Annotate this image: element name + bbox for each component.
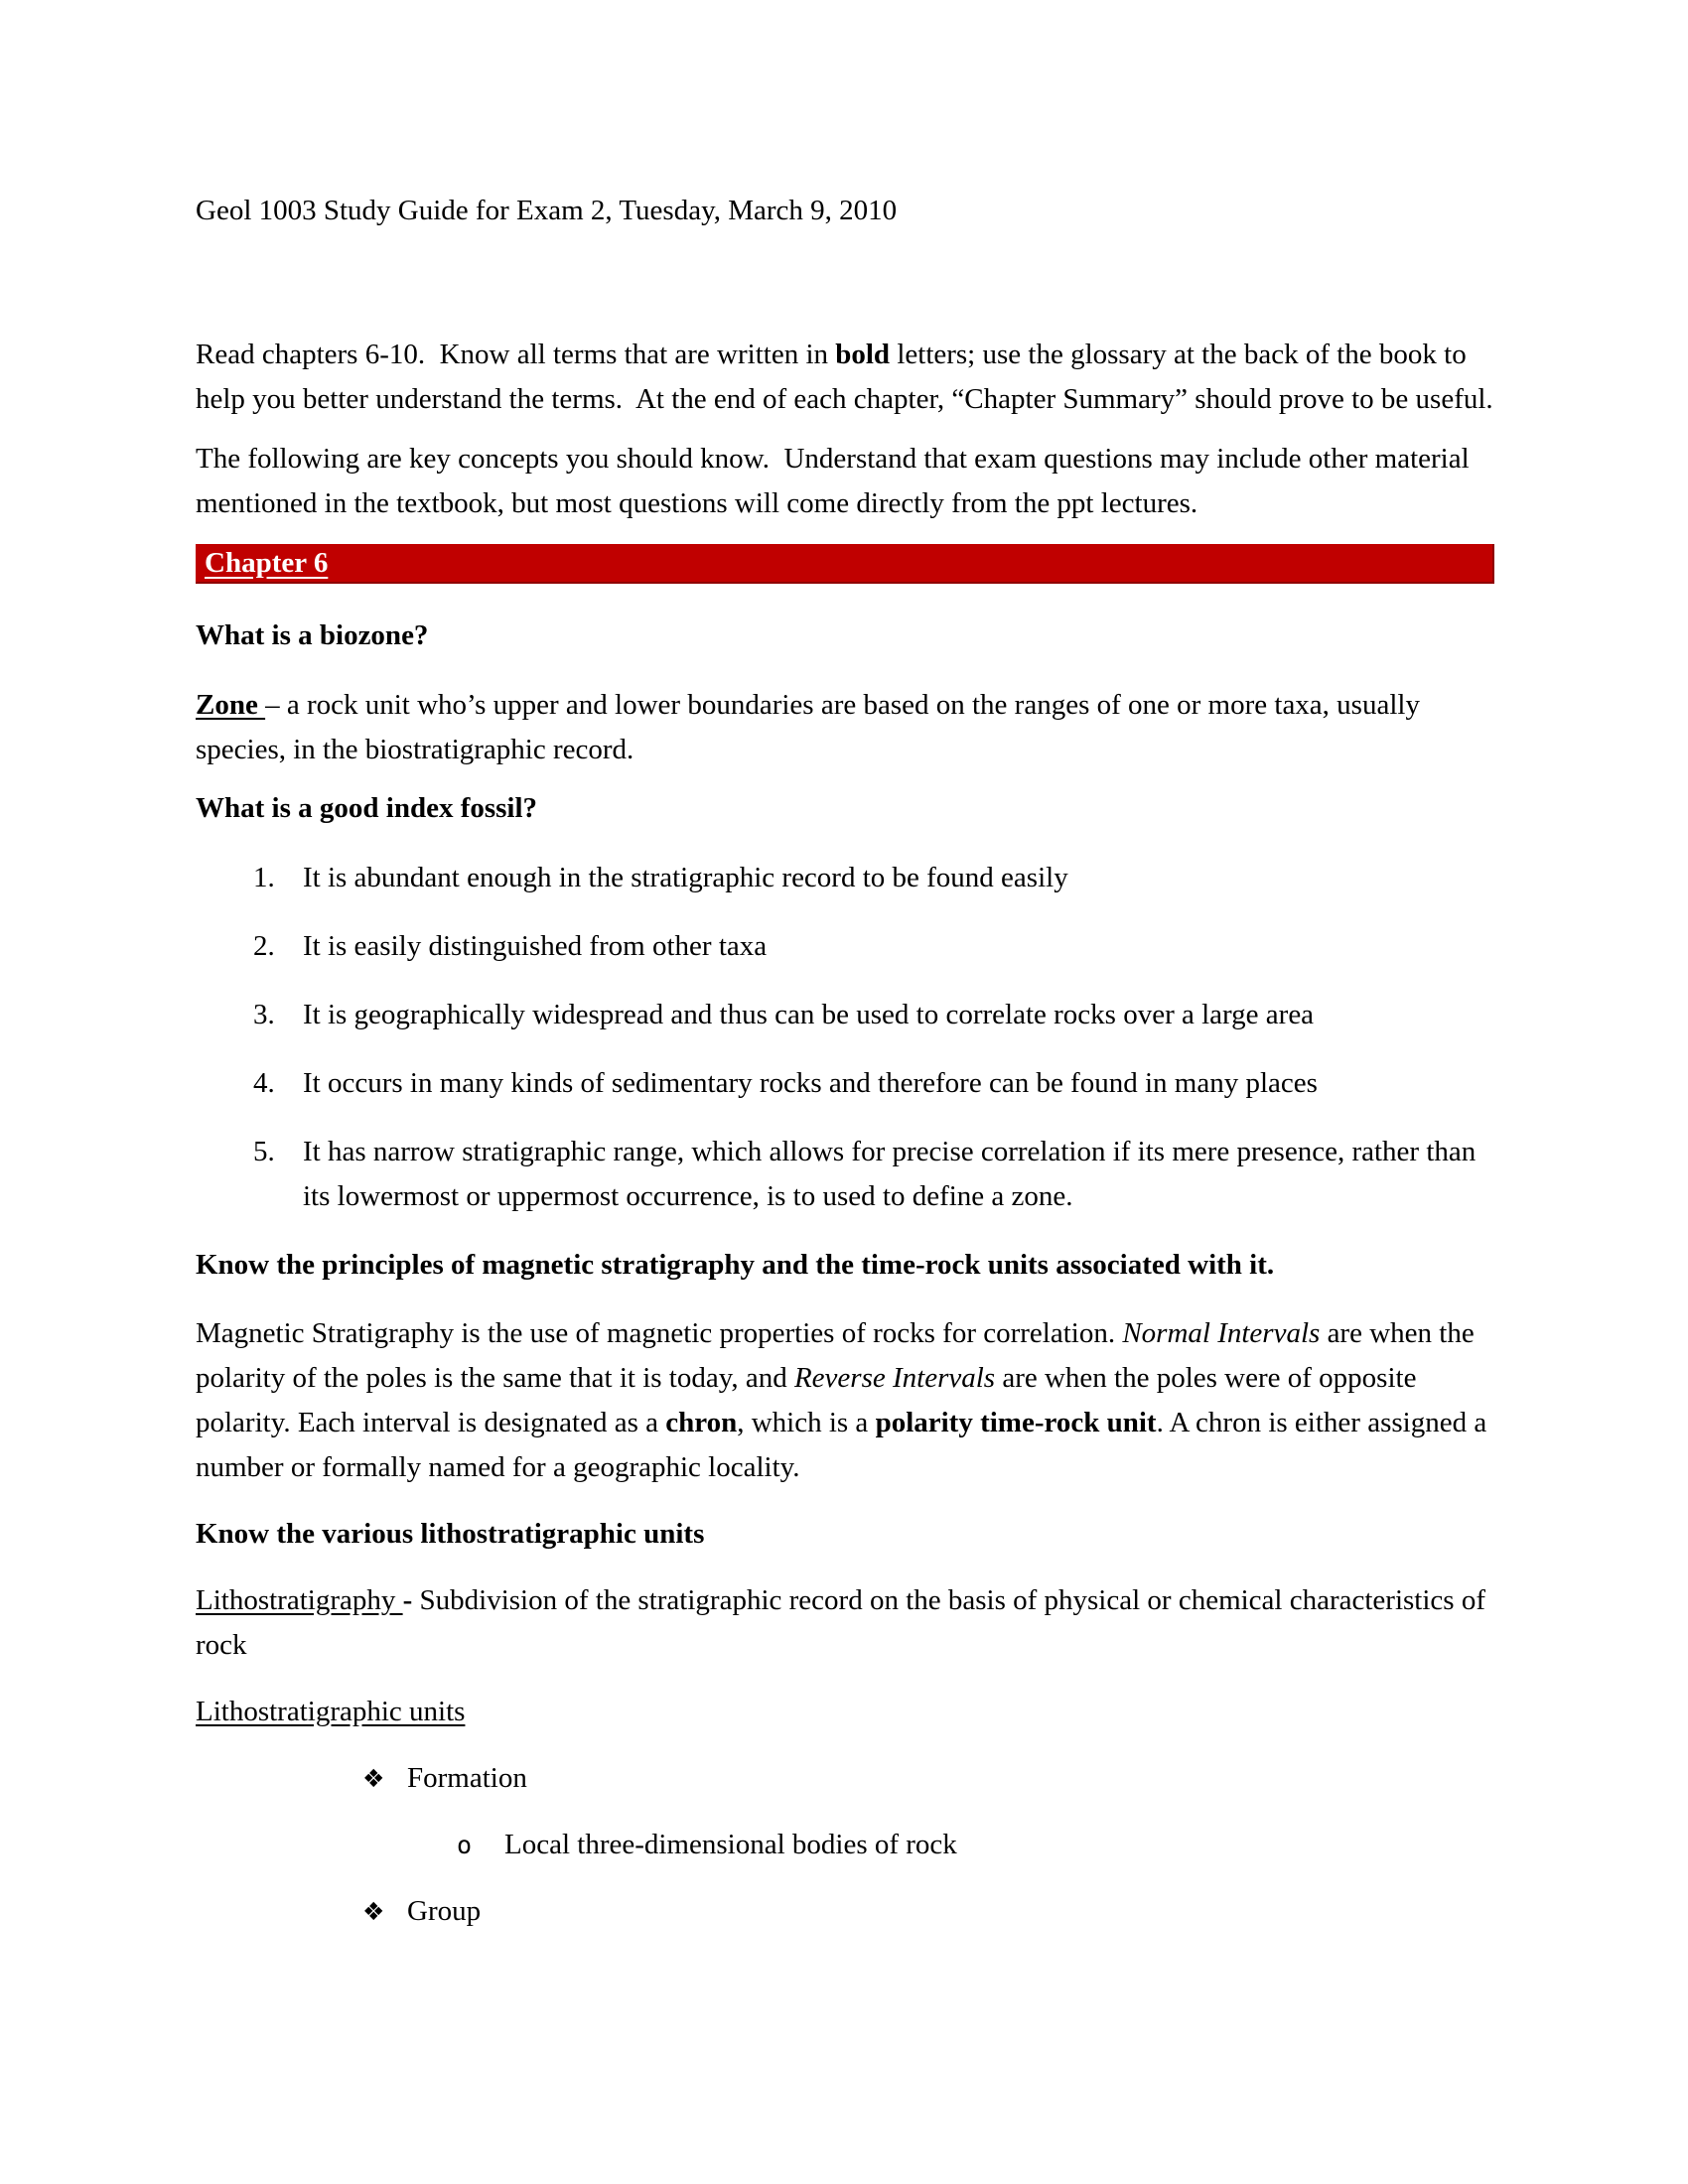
list-item-number: 3.	[253, 999, 275, 1030]
list-item-text: It is abundant enough in the stratigraphic record to be found easily	[303, 862, 1068, 893]
chapter-banner	[196, 544, 1494, 584]
bullet-item-formation	[362, 1756, 1494, 1801]
list-item	[253, 924, 1494, 969]
diamond-bullet-icon: ❖	[362, 1897, 385, 1926]
circle-bullet-icon: o	[457, 1831, 473, 1859]
bullet-text: Group	[407, 1895, 482, 1927]
list-item-text: It has narrow stratigraphic range, which allows for precise correlation if its mere presence, rather than its lowermost or uppermost occurrence, is to used to define a zone.	[303, 1136, 1477, 1212]
heading-good-index-fossil: What is a good index fossil?	[196, 792, 538, 824]
list-item	[253, 993, 1494, 1037]
list-item-text: It is geographically widespread and thus can be used to correlate rocks over a large area	[303, 999, 1315, 1030]
bullet-item-local-bodies	[457, 1823, 1494, 1867]
list-item-number: 1.	[253, 862, 275, 893]
magnetic-stratigraphy-paragraph: Magnetic Stratigraphy is the use of magnetic properties of rocks for correlation. Normal Intervals are when the polarity of the poles is the same that it is today, and Reverse Intervals are when the poles were of opposite polarity. Each interval is designated as a chron, which is a polarity time-rock unit. A chron is either assigned a number or formally named for a geographic locality.	[196, 1317, 1494, 1483]
list-item-number: 2.	[253, 930, 275, 962]
zone-definition: Zone – a rock unit who’s upper and lower boundaries are based on the ranges of one or more taxa, usually species, in the biostratigraphic record.	[196, 689, 1428, 765]
list-item	[253, 1061, 1494, 1106]
list-item-text: It is easily distinguished from other taxa	[303, 930, 768, 962]
intro-paragraph-1: Read chapters 6-10. Know all terms that are written in bold letters; use the glossary at the back of the book to help you better understand the terms. At the end of each chapter, “Chapter Summary” should prove to be useful.	[196, 339, 1493, 415]
bullet-item-group	[362, 1889, 1494, 1934]
lithostratigraphy-definition: Lithostratigraphy - Subdivision of the stratigraphic record on the basis of physical or chemical characteristics of rock	[196, 1584, 1493, 1661]
intro-paragraph-2: The following are key concepts you should know. Understand that exam questions may include other material mentioned in the textbook, but most questions will come directly from the ppt lectures.	[196, 443, 1477, 519]
bullet-text: Formation	[407, 1762, 527, 1794]
heading-lithostratigraphic-units: Know the various lithostratigraphic units	[196, 1518, 705, 1550]
list-item-number: 5.	[253, 1136, 275, 1167]
heading-magnetic-stratigraphy: Know the principles of magnetic stratigraphy and the time-rock units associated with it.	[196, 1249, 1275, 1281]
index-fossil-list	[196, 856, 1494, 1219]
list-item	[253, 1130, 1494, 1219]
diamond-bullet-icon: ❖	[362, 1764, 385, 1793]
chapter-banner-label: Chapter 6	[205, 547, 329, 579]
list-item	[253, 856, 1494, 900]
list-item-number: 4.	[253, 1067, 275, 1099]
heading-what-is-a-biozone: What is a biozone?	[196, 619, 429, 651]
document-title: Geol 1003 Study Guide for Exam 2, Tuesday, March 9, 2010	[196, 195, 898, 226]
lithostratigraphic-units-label: Lithostratigraphic units	[196, 1696, 466, 1727]
bullet-text: Local three-dimensional bodies of rock	[504, 1829, 957, 1860]
list-item-text: It occurs in many kinds of sedimentary rocks and therefore can be found in many places	[303, 1067, 1318, 1099]
